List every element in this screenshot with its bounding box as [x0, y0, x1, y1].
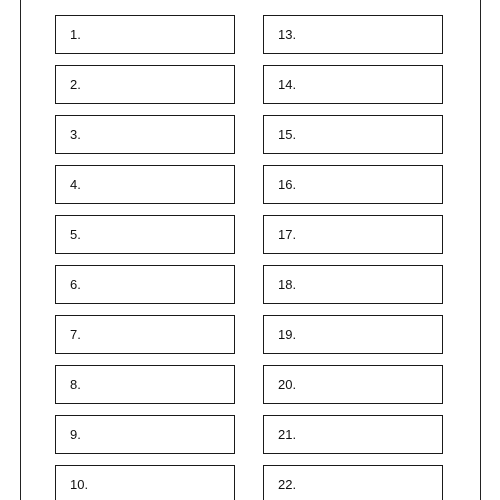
answer-box-8[interactable]	[55, 365, 235, 404]
item-number: 16.	[278, 177, 297, 192]
answer-box-7[interactable]	[55, 315, 235, 354]
answer-box-6[interactable]	[55, 265, 235, 304]
item-number: 3.	[70, 127, 81, 142]
answer-box-20[interactable]	[263, 365, 443, 404]
answer-box-13[interactable]	[263, 15, 443, 54]
item-number: 5.	[70, 227, 81, 242]
answer-box-9[interactable]	[55, 415, 235, 454]
answer-box-22[interactable]	[263, 465, 443, 500]
item-number: 4.	[70, 177, 81, 192]
right-column	[263, 15, 443, 500]
item-number: 2.	[70, 77, 81, 92]
answer-box-18[interactable]	[263, 265, 443, 304]
answer-box-16[interactable]	[263, 165, 443, 204]
item-number: 14.	[278, 77, 297, 92]
item-number: 19.	[278, 327, 297, 342]
page-border-right	[480, 0, 481, 500]
answer-box-19[interactable]	[263, 315, 443, 354]
item-number: 7.	[70, 327, 81, 342]
item-number: 13.	[278, 27, 297, 42]
item-number: 9.	[70, 427, 81, 442]
item-number: 17.	[278, 227, 297, 242]
item-number: 8.	[70, 377, 81, 392]
item-number: 18.	[278, 277, 297, 292]
answer-box-15[interactable]	[263, 115, 443, 154]
item-number: 1.	[70, 27, 81, 42]
left-column	[55, 15, 235, 500]
answer-box-21[interactable]	[263, 415, 443, 454]
item-number: 10.	[70, 477, 89, 492]
answer-box-3[interactable]	[55, 115, 235, 154]
answer-box-14[interactable]	[263, 65, 443, 104]
answer-box-2[interactable]	[55, 65, 235, 104]
item-number: 21.	[278, 427, 297, 442]
page-border-left	[20, 0, 21, 500]
item-number: 15.	[278, 127, 297, 142]
item-number: 6.	[70, 277, 81, 292]
answer-box-17[interactable]	[263, 215, 443, 254]
answer-box-1[interactable]	[55, 15, 235, 54]
item-number: 20.	[278, 377, 297, 392]
answer-box-4[interactable]	[55, 165, 235, 204]
item-number: 22.	[278, 477, 297, 492]
answer-box-5[interactable]	[55, 215, 235, 254]
answer-box-10[interactable]	[55, 465, 235, 500]
